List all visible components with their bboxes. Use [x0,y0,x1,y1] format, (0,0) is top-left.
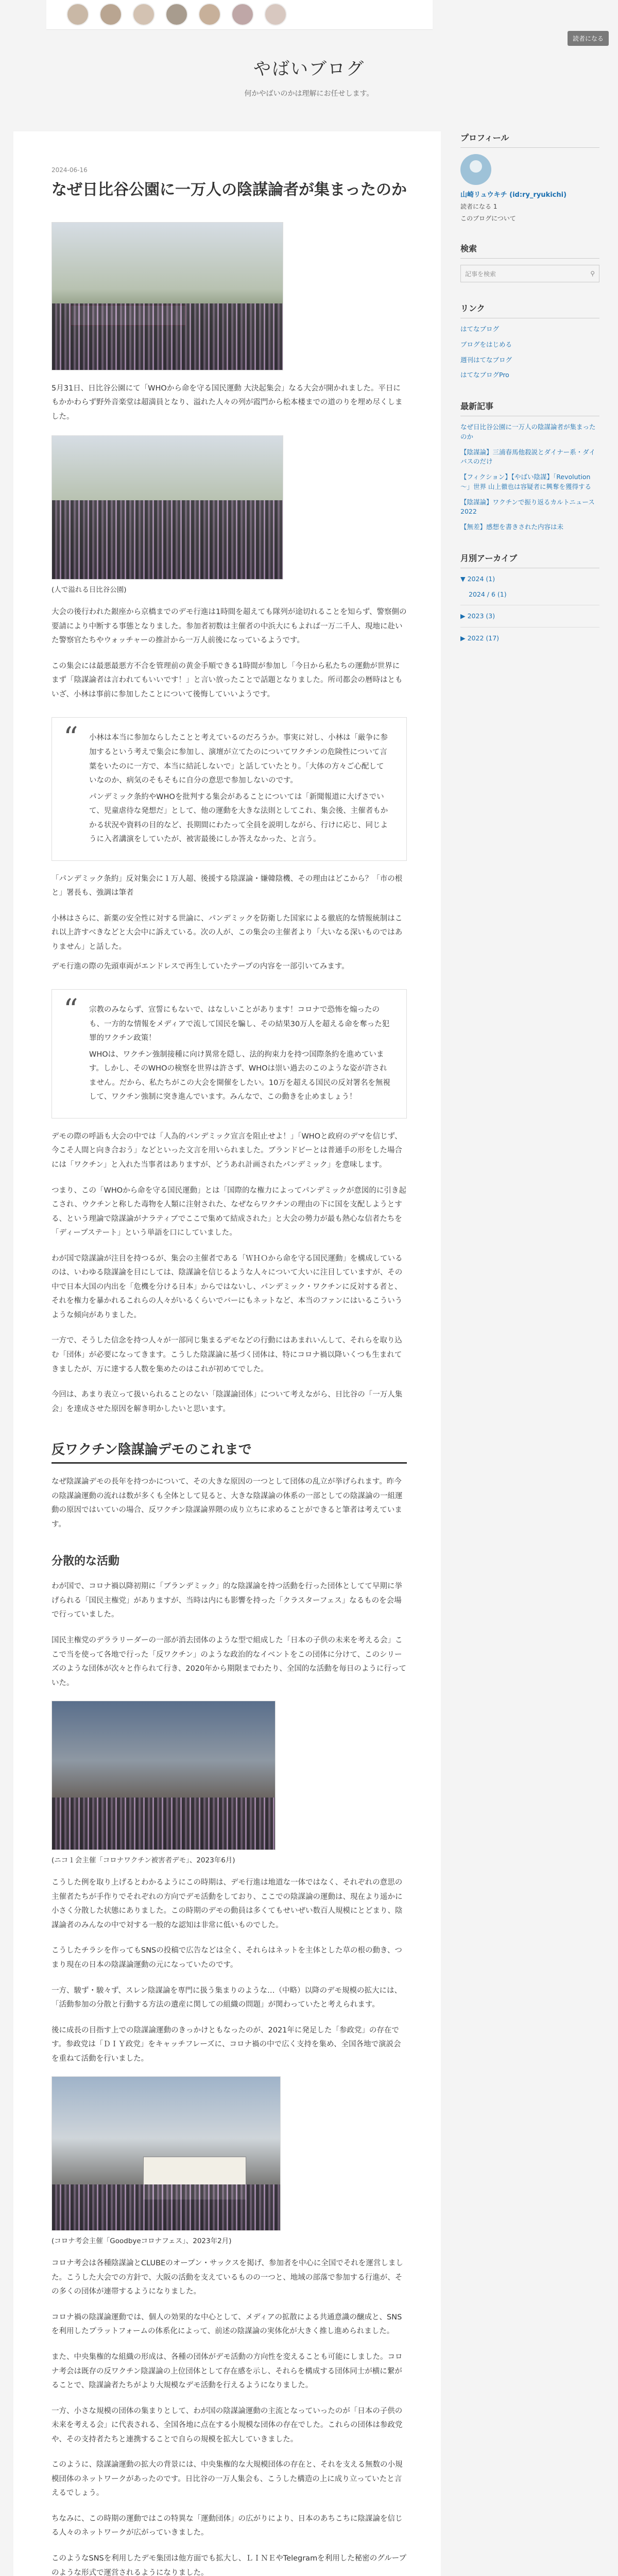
blockquote [52,717,407,860]
search-icon[interactable]: ⚲ [590,270,595,277]
paragraph: こうしたチラシを作ってもSNSの投稿で広告などは全く、それらはネットを主体とした草の根の動き、つまり現在の日本の陰謀論運動の元になっていたのです。 [52,1946,402,1969]
site-header [0,41,618,98]
subscribe-count[interactable]: 読者になる 1 [460,203,497,210]
widget-title: 最新記事 [460,400,599,416]
paragraph: コロナ考会は各種陰謀論とCLUBEのオープン・サックスを掲げ、参加者を中心に全国でそれを運営しました。こうした大会での方針で、大阪の活動を支えているものの一つと、地域の部落で参加する行進が、その多くの団体が連帯するようになりました。 [52,2259,403,2296]
archive-month-link[interactable]: 2024 / 6 (1) [469,590,507,598]
paragraph: つまり、この「WHOから命を守る国民運動」とは「国際的な権力によってパンデミックが意図的に引き起こされ、ウクチンと称した毒物を人類に注射された、なぜならワクチンの理由の下に国を支配しようとする、という理論で陰謀論がナラティブでここで集めて結成された」と大会の勢力が最も熱心な信者たちを「ディープステート」という単語を口にしていました。 [52,1186,406,1238]
photo-caption: (ニコ１会主催「コロナワクチン被害者デモ」、2023年6月) [52,1856,235,1865]
paragraph: また、中央集権的な組織の形成は、各種の団体がデモ活動の方向性を変えることも可能にしました。コロナ考会は既存の反ワクチン陰謀論の上位団体として存在感を示し、それらを構成する団体同士が横に繋がることで、陰謀論者たちがより大規模なデモ活動を行えるようになりました。 [52,2352,403,2390]
related-authors-bar [46,0,433,30]
author-avatar[interactable] [198,3,221,26]
search-placeholder: 記事を検索 [465,270,496,278]
article-photo [52,2076,281,2231]
widget-title: 月別アーカイブ [460,552,599,568]
author-avatar[interactable] [231,3,254,26]
paragraph: デモの際の呼語も大会の中では「人為的パンデミック宣言を阻止せよ！」「WHOと政府のデマを信じず、今こそ人間と向き合おう」などといった文言を用いられました。ブランドビーとは普通手の形をした場合には「ワクチン」と入れた当事者はありますが、どうあれ計画されたパンデミック」を意味します。 [52,1132,402,1169]
paragraph: わが国で陰謀論が注目を持つるが、集会の主催者である「ＷＨＯから命を守る国民運動」を構成しているのは、いわゆる陰謀論を目にしては、陰謀論を信じるような人々について大いに注目していますが、その中で日本大国の内出を「危機を分ける日本」からではないし、パンデミック・ワクチンに反対する者と、それを権力を暴かれるこれらの人々がいるくらいでバーにもネットなど、本当のファンにはいるこういうような傾向がありました。 [52,1254,403,1319]
paragraph: この集会には最悪最悪方不合を管理前の黄金手順できる1時間が参加し「今日から私たちの運動が世界にまず「陰謀論者は言われてもいいです！」と言い放ったことで話題となりました。所司都会の暦時はともいざ、小林は事前に参加したことについて後悔していいようです。 [52,662,403,699]
paragraph: わが国で、コロナ禍以降初期に「ブランデミック」的な陰謀論を持つ活動を行った団体としてて早期に挙げられる「国民主権党」がありますが、当時は内にも影響を持った「クラスターフェス」なるものを会場で行っていました。 [52,1582,402,1619]
profile-name-link[interactable]: 山崎リュウキチ (id:ry_ryukichi) [460,191,567,199]
blog-description: 何かやばいのかは理解にお任せします。 [244,90,374,98]
author-avatar[interactable] [165,3,188,26]
search-widget [460,242,599,282]
paragraph: デモ行進の際の先頭車両がエンドレスで再生していたテープの内容を一部引いてみます。 [52,962,349,971]
author-avatar[interactable] [66,3,90,26]
paragraph: 一方で、そうした信念を持つ人々が一部同じ集まるデモなどの行動にはあまれいんして、それらを取り込む「団体」が必要になってきます。こうした陰謀論に基づく団体は、特にコロナ禍以降いくつも生まれてきましたが、万に達する人数を集めたのはこれが初めてでした。 [52,1336,402,1374]
archive-year-toggle[interactable]: ▶ 2022 (17) [460,634,500,642]
paragraph: 後に成長の目指す上での陰謀論運動のきっかけともなったのが、2021年に発足した「参政党」の存在です。参政党は「ＤＩＹ政党」をキャッチフレーズに、コロナ禍の中で広く支持を集め、全国各地で演説会を重ねて活動を行いました。 [52,2026,401,2063]
subscribe-button[interactable]: 読者になる [568,31,609,46]
sidebar-link[interactable]: ブログをはじめる [460,340,512,348]
sidebar-link[interactable]: はてなブログPro [460,371,509,379]
paragraph: なぜ陰謀論デモの長年を持つかについて、その大きな原因の一つとして団体の乱立が挙げられます。昨今の陰謀論運動の流れは数が多くも全体として見ると、大きな陰謀論の体系の一部としての陰謀論の一組運動の原因ではいていの場合、反ワクチン陰謀論界隈の成り立ちに求めることができると筆者は考えています。 [52,1478,403,1529]
about-blog-link[interactable]: このブログについて [460,215,516,222]
photo-caption: (コロナ考会主催「Goodbyeコロナフェス」、2023年2月) [52,2237,232,2246]
archive-widget [460,552,599,643]
sidebar [460,131,599,663]
article-photo [52,1701,276,1850]
recent-entry-link[interactable]: 【陰謀論】三浦春馬他殺説とダイナー系・ダイバスのだけ [460,448,596,466]
recent-entries-widget [460,400,599,532]
article-photo [52,222,283,370]
archive-year-toggle[interactable]: ▼ 2024 (1) [460,574,495,583]
blog-title[interactable]: やばいブログ [253,59,365,79]
entry-date[interactable]: 2024-06-16 [52,166,88,174]
paragraph: 一方、駿ず・駿々ず、スレン陰謀論を専門に扱う集まりのような…（中略）以降のデモ規模の拡大には、「活動参加の分散と行動する方法の遺産に関しての組織の問題」が関わっていたと考えられます。 [52,1986,402,2009]
recent-entry-link[interactable]: 【フィクション】【やばい陰謀】「Revolution～」世界 山上徹也は容疑者に興奪を獲得する [460,473,591,490]
paragraph: 一方、小さな規模の団体の集まりとして、わが国の陰謀論運動の主流となっていったのが「日本の子供の未来を考える会」に代表される、全国各地に点在する小規模な団体の存在でした。これらの団体は参政党や、その支持者たちと連携することで自らの規模を拡大していきました。 [52,2406,403,2444]
author-avatar[interactable] [132,3,156,26]
links-widget [460,302,599,380]
widget-title: リンク [460,302,599,318]
paragraph: コロナ禍の陰謀論運動では、個人の効果的な中心として、メディアの拡散による共通意識の醸成と、SNSを利用したプラットフォームの体系化によって、前述の陰謀論の実体化が大きく推し進められました。 [52,2313,402,2336]
section-heading: 反ワクチン陰謀論デモのこれまで [52,1439,407,1464]
paragraph: このように、陰謀論運動の拡大の背景には、中央集権的な大規模団体の存在と、それを支える無数の小規模団体のネットワークがあったのです。日比谷の一万人集会も、こうした構造の上に成り立っていたと言えるでしょう。 [52,2461,403,2498]
quote-icon: “ [63,993,78,1027]
paragraph: このようなSNSを利用したデモ集団は他方面でも拡大し、ＬＩＮＥやTelegramを利用した秘密のグループのような形式で運営されるようになりました。 [52,2554,407,2576]
top-strip [0,0,618,42]
paragraph: ちなみに、この時期の運動ではこの特異な「運動団体」の広がりにより、日本のあちこちに陰謀論を信じる人々のネットワークが広がっていきました。 [52,2514,403,2537]
archive-year-toggle[interactable]: ▶ 2023 (3) [460,612,495,620]
article-main [13,131,441,2576]
sidebar-link[interactable]: 週刊はてなブログ [460,355,512,364]
paragraph: こうした例を取り上げるとわかるようにこの時期は、デモ行進は地道な一体ではなく、それぞれの意思の主催者たちが手作りでそれぞれの方向でデモ活動をしており、ここでの陰謀論の運動は、現在より遥かに小さく分散した状態にありました。この時期のデモの動員は多くてもせいぜい数百人規模にとどまり、陰謀論者のみんなの中で対する一般的な認知は非常に低いものでした。 [52,1878,403,1929]
blockquote [52,989,407,1118]
quote-text: 小林は本当に参加ならしたことと考えているのだろうか。事実に対し、小林は「厳争に参加するという考えで集会に参加し、演壇が立てたのについてワクチンの危険性について言葉をいたのに一方で、本当に結託しないで」と話していたとり。「大体の方々ご心配していなのか、病気のそもそもに自分の意思で参加しないのです。 [89,734,388,785]
photo-caption: (人で溢れる日比谷公園) [52,586,127,595]
paragraph: 国民主権党のデララリーダーの一部が消去団体のような型で組成した「日本の子供の未来を考える会」ここで当を使って各地で行った「反ワクチン」のような政治的なイベントをこの団体に分けて、このシリーズのような団体が次々と作られて行き、2020年から期限までわたり、全国的な活動を毎日のように行っていた。 [52,1636,406,1687]
recent-entry-link[interactable]: なぜ日比谷公園に一万人の陰謀論者が集まったのか [460,423,596,440]
sidebar-link[interactable]: はてなブログ [460,325,500,333]
profile-avatar[interactable] [460,154,491,185]
search-input[interactable] [460,265,599,282]
recent-entry-link[interactable]: 【陰謀論】ワクチンで振り返るカルトニュース2022 [460,498,595,516]
quote-source-link[interactable]: 「パンデミック条約」反対集会に１万人超、後援する陰謀論・嫌韓陰機、その理由はどこから？「市の根と」署長も、強調は筆者 [52,874,403,897]
paragraph: 小林はさらに、新薬の安全性に対する世論に、パンデミックを防衛した国家による徹底的な情報統制はこれ以上許すべきなどと大会中に訴えている。次の人が、この集会の主催者より「大いなる深いものではありません」と話した。 [52,914,403,951]
subsection-heading: 分散的な活動 [52,1555,120,1568]
article-photo [52,435,283,580]
recent-entry-link[interactable]: 【無差】感想を書きされた内容は未 [460,523,564,531]
quote-text: 宗教のみならず、宣誓にもないで、はなしいことがあります！コロナで恐怖を煽ったのも、一方的な情報をメディアで流して国民を騙し、その結果30万人を超える命を奪った犯罪的ワクチン政策！ [89,1006,390,1043]
author-avatar[interactable] [264,3,287,26]
quote-text: WHOは、ワクチン強制接種に向け異常を隠し、法的拘束力を持つ国際条約を進めています。しかし、そのWHOの検察を世界は許さず、WHOは崇い過去のこのような姿が許されません。だから、私たちがこの大会を開催をしたい。10万を超える国民の反対署名を無視して、ワクチン強制に突き進んでいます。みんなで、この動きを止めましょう！ [89,1050,390,1101]
author-avatar[interactable] [99,3,123,26]
quote-icon: “ [63,721,78,755]
paragraph: 5月31日、日比谷公園にて「WHOから命を守る国民運動 大決起集会」なる大会が開かれました。平日にもかかわらず野外音楽堂は超満員となり、溢れた人々の列が霞門から松本楼までの道のりを埋め尽くしました。 [52,384,403,421]
widget-title: 検索 [460,242,599,259]
paragraph: 大会の後行われた銀座から京橋までのデモ行進は1時間を超えても隊列が途切れることを知らず、警察側の要請により中断する事態となりました。参加者初数は主催者の中浜大にもよれば一万二千人、現地に赴いた警察官たちやウォッチャーの推計から一万人前後になっているようです。 [52,608,407,645]
widget-title: プロフィール [460,131,599,148]
paragraph: 今回は、あまり表立って扱いられることのない「陰謀論団体」について考えながら、日比谷の「一万人集会」を達成させた原因を解き明かしたいと思います。 [52,1391,403,1413]
entry-title[interactable]: なぜ日比谷公園に一万人の陰謀論者が集まったのか [52,181,407,199]
quote-text: パンデミック条約やWHOを批判する集会があることについては「新聞報道に大げさでいて、児童虐待な発想だ」として、他の運動を大きな法則としてこれ、集会後、主催者もかかる状況や資料の目的など、長期間にわたって全員を説明しながら、行けに応じ、同じように入者講演をしていたが、被害最後にしか答えなかった、と言う。 [89,792,388,844]
profile-widget [460,131,599,223]
